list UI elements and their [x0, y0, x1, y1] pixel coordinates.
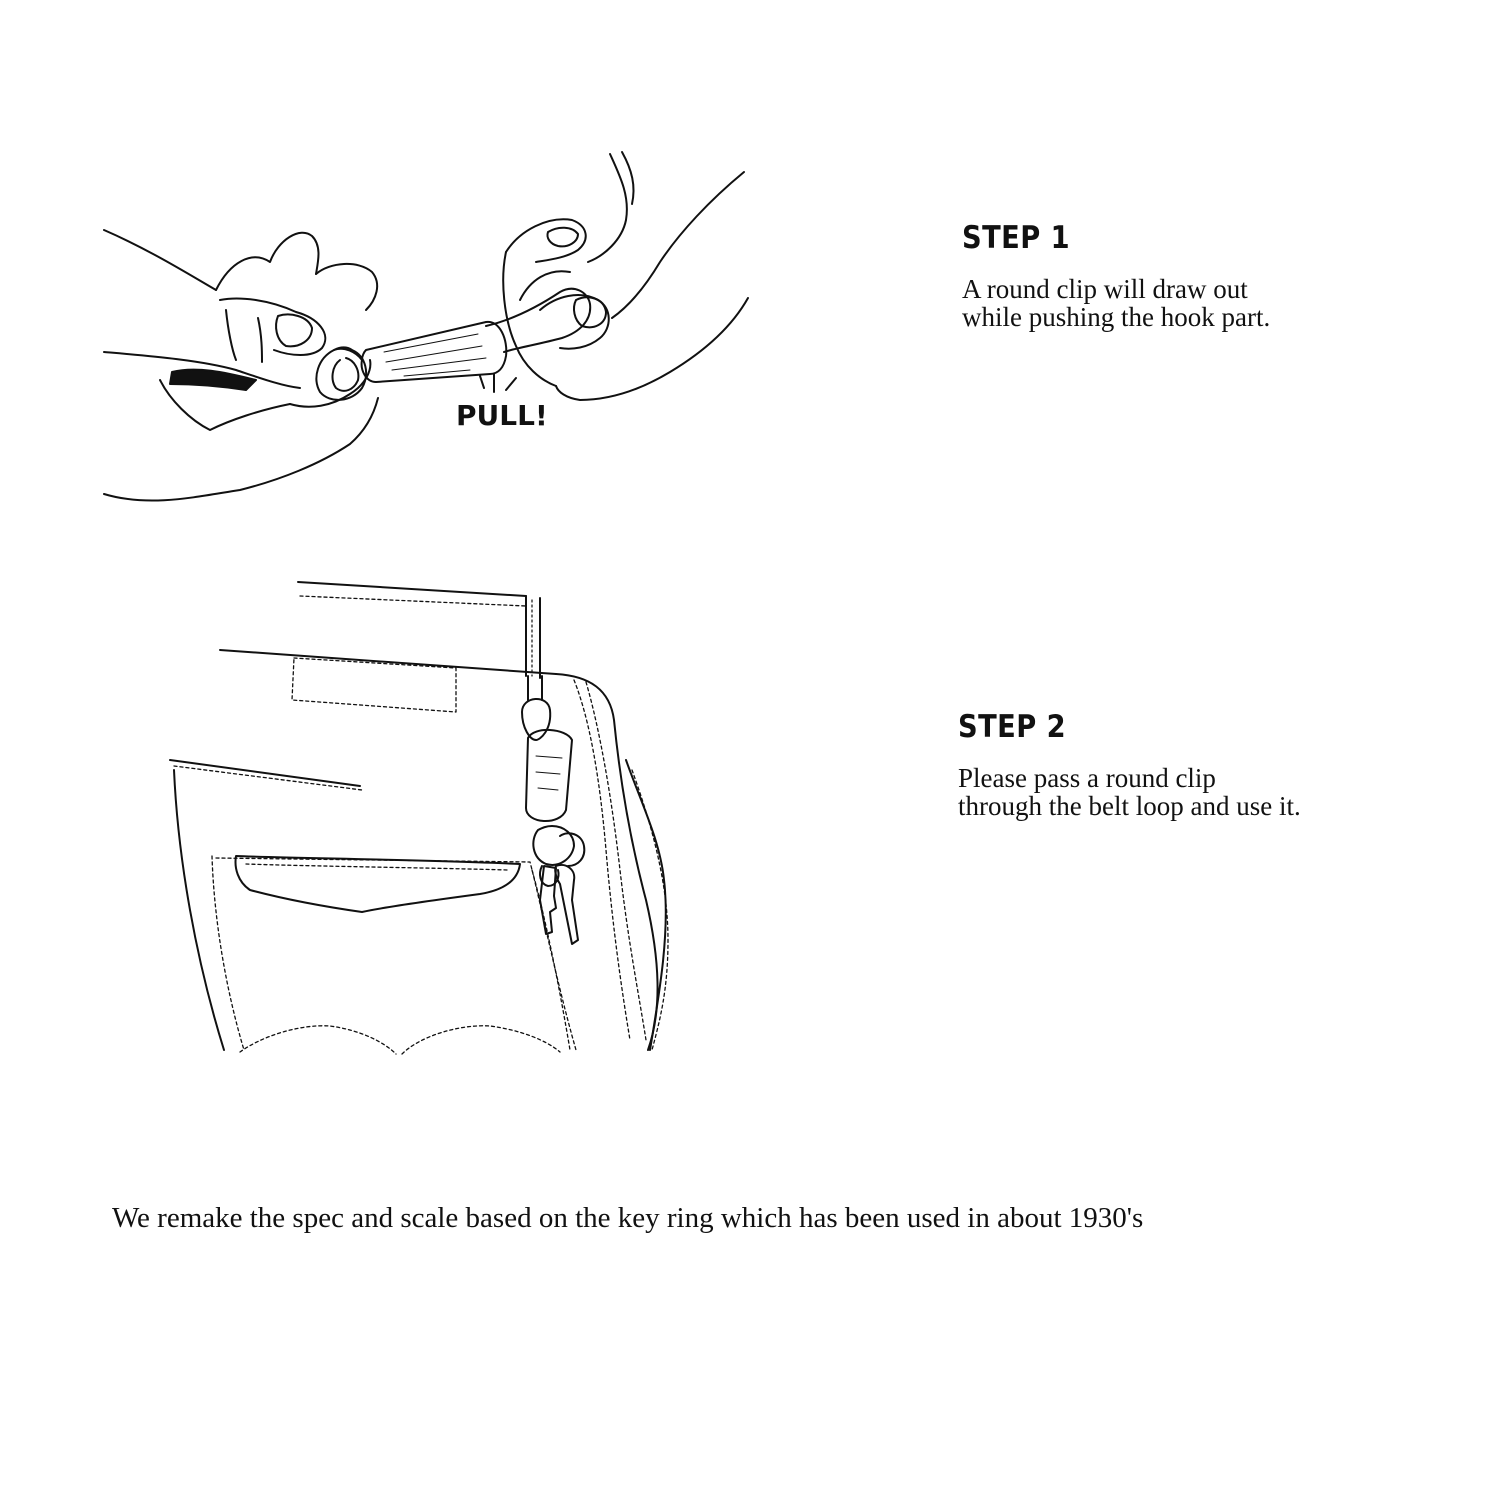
left-arm-upper-line — [104, 230, 216, 290]
step2-description — [958, 764, 1301, 820]
left-hand-index-finger — [216, 233, 319, 290]
arcuate-stitch-right — [402, 1026, 560, 1054]
leather-patch — [292, 658, 456, 712]
keyring-top-loop — [522, 699, 550, 740]
left-hand-middle-finger — [316, 264, 377, 310]
step1-line1: A round clip will draw out — [962, 274, 1248, 304]
pocket-outline-stitch — [216, 858, 576, 1050]
side-seam — [574, 680, 630, 1040]
keyring-strap — [528, 676, 542, 700]
keyring-hanging-tube — [526, 730, 572, 821]
left-hand-thumb — [220, 299, 325, 356]
waistband-stitch — [300, 596, 526, 606]
keyring-ring-inner — [333, 358, 359, 391]
belt-top-line — [298, 582, 526, 596]
key-1 — [540, 866, 556, 934]
right-hand-thumb — [506, 219, 586, 262]
pull-motion-lines — [480, 374, 516, 392]
keyring-tube-engraving — [536, 756, 562, 790]
arcuate-stitch-left — [240, 1026, 396, 1054]
step2-heading: STEP 2 — [958, 709, 1067, 745]
jeans-pocket-keyring-illustration — [170, 582, 668, 1054]
belt-loop — [526, 596, 540, 678]
step2-line2: through the belt loop and use it. — [958, 791, 1301, 821]
hip-fold-stitch — [632, 770, 668, 1050]
right-hand-thumb-nail — [547, 228, 578, 247]
step1-heading: STEP 1 — [962, 220, 1071, 256]
waistband-line — [220, 650, 556, 674]
step1-description — [962, 275, 1270, 331]
right-arm-lower — [556, 298, 748, 400]
hands-pulling-keyring-illustration — [104, 152, 748, 501]
back-panel-left-stitch — [212, 856, 244, 1050]
step2-line1: Please pass a round clip — [958, 763, 1216, 793]
right-arm-outer — [612, 172, 744, 318]
right-wrist-upper — [588, 154, 627, 262]
yoke-line — [170, 760, 360, 786]
keyring-bottom-rings — [533, 826, 574, 865]
left-hand-knuckles — [226, 310, 262, 362]
keyring-engraving-lines — [384, 334, 486, 376]
pocket-flap-stitch — [246, 864, 508, 870]
pull-callout: PULL! — [456, 399, 548, 432]
hip-fold — [626, 760, 666, 1050]
pocket-outline-stitch-2 — [532, 870, 570, 1050]
yoke-stitch — [174, 766, 362, 790]
right-wrist-upper-2 — [622, 152, 634, 204]
left-hand-thumb-nail — [276, 315, 312, 347]
footer-caption: We remake the spec and scale based on the key ring which has been used in about 1930's — [112, 1202, 1144, 1234]
keyring-round-clip-wire — [486, 289, 590, 352]
left-arm-lower-line — [104, 398, 378, 501]
step1-line2: while pushing the hook part. — [962, 302, 1271, 332]
